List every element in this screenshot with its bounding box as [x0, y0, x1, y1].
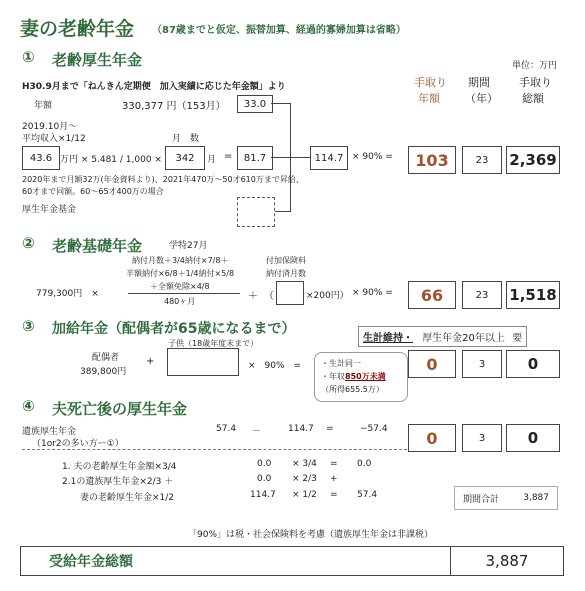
col-header-period-1: 期間 [468, 76, 490, 89]
s3-plus: + [146, 356, 155, 367]
f-line1: 納付月数＋3/4納付×7/8＋ [132, 256, 229, 265]
cond-kosei: 厚生年金20年以上 [422, 333, 505, 344]
col-header-period-2: （年） [465, 92, 498, 105]
month-unit: 月 [207, 155, 217, 165]
avg-income-box[interactable]: 43.6 [22, 146, 60, 170]
period-label: 2019.10月～ [22, 122, 78, 132]
fuka-label-1: 付加保険料 [266, 256, 306, 265]
period-total-box [454, 486, 558, 510]
section3-number: ③ [22, 317, 35, 335]
period-total-label: 期間合計 [463, 494, 500, 505]
formula1: 万円 × 5.481 / 1,000 × [60, 155, 162, 165]
izoku-sub: （1or2の多い方ー①） [32, 439, 124, 449]
child-label: 子供（18歳年度末まで） [168, 339, 259, 348]
cond-seikei: 生計維持・ [363, 333, 413, 344]
gakutoku-label: 学特27月 [169, 241, 208, 251]
section4-heading: 夫死亡後の厚生年金 [52, 400, 188, 418]
spouse-label: 配偶者 [92, 353, 120, 363]
s2-total: 1,518 [506, 281, 560, 309]
row3-label: 妻の老齢厚生年金×1/2 [80, 493, 175, 503]
s1-total: 2,369 [506, 146, 560, 174]
equals-1: = [224, 151, 233, 162]
nengaku-value: 330,377 円（153月） [122, 101, 226, 112]
izoku-v2: 114.7 [288, 424, 314, 434]
x200: ×200円） [306, 291, 349, 301]
s3-takehome: 0 [408, 350, 456, 378]
s1-takehome: 103 [408, 146, 456, 174]
section2-heading: 老齢基礎年金 [52, 237, 143, 255]
row2-op: × 2/3 [292, 474, 317, 484]
kosei-total-box: 114.7 [310, 146, 348, 170]
months-label: 月 数 [172, 134, 200, 144]
child-box[interactable] [167, 348, 239, 376]
row3-a: 114.7 [250, 490, 276, 500]
section3-heading: 加給年金（配偶者が65歳になるまで） [52, 321, 296, 337]
page-subtitle: （87歳までと仮定、振替加算、経過的寡婦加算は省略） [152, 25, 406, 36]
s4-years: 3 [462, 424, 502, 452]
section2-number: ② [22, 234, 35, 252]
s2-years: 23 [462, 281, 502, 309]
kikin-box[interactable] [237, 197, 275, 227]
row1-r: 0.0 [357, 459, 372, 469]
note-income: ・年収850万未満 [321, 372, 386, 381]
s4-total: 0 [506, 424, 560, 452]
page-title: 妻の老齢年金 [20, 18, 135, 40]
izoku-eq: = [326, 424, 334, 434]
grand-total-value: 3,887 [485, 552, 529, 570]
h30-note: H30.9月まで「ねんきん定期便 加入実績に応じた年金額」より [22, 82, 286, 92]
row1-op: × 3/4 [292, 459, 317, 469]
izoku-minus: － [252, 427, 262, 437]
row1-a: 0.0 [257, 459, 272, 469]
f-den: 480ヶ月 [164, 297, 196, 306]
row2-a: 0.0 [257, 474, 272, 484]
nengaku-label: 年額 [34, 101, 53, 111]
izoku-v3: −57.4 [360, 424, 388, 434]
x90-3: × 90% = [248, 361, 302, 371]
period-total-value: 3,887 [523, 493, 549, 503]
fuka-open: （ [264, 291, 274, 302]
f-line3: ＋全額免除×4/8 [150, 282, 210, 291]
s1-years: 23 [462, 146, 502, 174]
col-header-total-2: 総額 [522, 92, 544, 105]
row3-op: × 1/2 [292, 490, 317, 500]
fuka-plus: ＋ [248, 291, 258, 302]
kiso-base: 779,300円 × [36, 289, 99, 299]
note-shotoku: （所得655.5万） [321, 385, 384, 394]
izoku-v1: 57.4 [216, 424, 237, 434]
s3-years: 3 [462, 350, 502, 378]
cond-yo: 要 [512, 333, 523, 344]
s3-note-box [314, 352, 408, 402]
row3-eq: = [330, 490, 338, 500]
unit-label: 単位：万円 [512, 61, 558, 71]
s4-takehome: 0 [408, 424, 456, 452]
x90-2: × 90% = [352, 288, 393, 298]
condition-row [358, 326, 527, 347]
f-line2: 半額納付×6/8＋1/4納付×5/8 [126, 269, 235, 278]
col-header-takehome-1: 手取り [414, 76, 447, 89]
note-seikei: ・生計同一 [321, 359, 361, 368]
row1-eq: = [330, 459, 338, 469]
note1: 2020年まで月額32万(年金資料より)、2021年470万～50才610万まで昇給、 [22, 175, 304, 184]
months-box[interactable]: 342 [165, 146, 205, 170]
col-header-total-1: 手取り [519, 76, 552, 89]
col-header-takehome-2: 年額 [418, 92, 440, 105]
section1-number: ① [22, 48, 35, 66]
footer-note: 「90%」は税・社会保険料を考慮（遺族厚生年金は非課税） [188, 530, 434, 540]
avg-label: 平均収入×1/12 [22, 134, 86, 144]
section4-number: ④ [22, 397, 35, 415]
box-817: 81.7 [237, 146, 273, 170]
izoku-label: 遺族厚生年金 [22, 427, 77, 437]
section1-heading: 老齢厚生年金 [52, 51, 143, 69]
row2-label: 2.1の遺族厚生年金×2/3 ＋ [62, 477, 174, 487]
grand-total-row [20, 546, 564, 576]
kikin-label: 厚生年金基金 [22, 205, 77, 215]
grand-total-label: 受給年金総額 [21, 547, 451, 575]
fuka-months-box[interactable] [276, 281, 304, 305]
fuka-label-2: 納付済月数 [266, 269, 306, 278]
row2-eq: + [330, 474, 338, 484]
s3-total: 0 [506, 350, 560, 378]
box-33: 33.0 [237, 95, 273, 113]
row3-r: 57.4 [357, 490, 378, 500]
note2: 60才まで同額。60～65才400万の場合 [22, 187, 164, 196]
s2-takehome: 66 [408, 281, 456, 309]
x90-1: × 90% = [352, 152, 393, 162]
spouse-value: 389,800円 [80, 367, 127, 377]
row1-label: 1. 夫の老齢厚生年金額×3/4 [62, 462, 177, 472]
